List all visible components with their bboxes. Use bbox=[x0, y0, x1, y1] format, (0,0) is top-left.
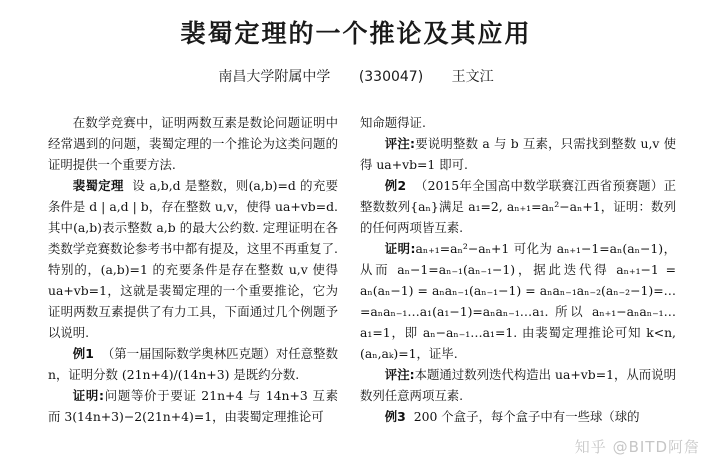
comment2-text: 本题通过数列迭代构造出 ua+vb=1，从而说明数列任意两项互素. bbox=[360, 367, 676, 403]
author-name: 王文江 bbox=[451, 69, 494, 85]
comment1-label: 评注: bbox=[384, 136, 415, 151]
proof2-text: aₙ₊₁=aₙ²−aₙ+1 可化为 aₙ₊₁−1=aₙ(aₙ−1)，从而 aₙ−1=aₙ₋₁(aₙ₋₁−1)，据此迭代得 aₙ₊₁−1 = aₙ(aₙ−1) = aₙaₙ₋₁(aₙ₋₁−1) = aₙaₙ₋₁aₙ₋₂(aₙ₋₂−1)=…=aₙaₙ₋₁…a₁(a₁−1)=aₙaₙ₋₁…a₁. 所以 aₙ₊₁−aₙaₙ₋₁…a₁=1，即 aₙ−aₙ₋₁…a₁=1. 由裴蜀定理推论可知 k<n,(aₙ,aₖ)=1，证毕. bbox=[360, 241, 676, 361]
comment2-label: 评注: bbox=[384, 367, 415, 382]
author-line bbox=[0, 66, 712, 86]
example2-label: 例2 bbox=[384, 178, 407, 193]
proof2-paragraph bbox=[360, 238, 676, 364]
example2-text: （2015年全国高中数学联赛江西省预赛题）正整数数列{aₙ}满足 a₁=2, aₙ₊₁=aₙ²−aₙ+1，证明：数列的任何两项皆互素. bbox=[360, 178, 676, 235]
author-postcode: (330047) bbox=[358, 69, 424, 85]
theorem-paragraph bbox=[48, 175, 338, 343]
right-column bbox=[360, 112, 676, 427]
proof1-text: 问题等价于要证 21n+4 与 14n+3 互素 而 3(14n+3)−2(21n+4)=1，由裴蜀定理推论可 bbox=[48, 388, 338, 424]
comment1-paragraph bbox=[360, 133, 676, 175]
article-title: 裴蜀定理的一个推论及其应用 bbox=[180, 19, 532, 48]
left-column bbox=[48, 112, 338, 427]
proof1-paragraph bbox=[48, 385, 338, 427]
example3-label: 例3 bbox=[384, 409, 406, 424]
author-school: 南昌大学附属中学 bbox=[218, 69, 331, 85]
theorem-text: 设 a,b,d 是整数，则(a,b)=d 的充要条件是 d | a,d | b，存在整数 u,v，使得 ua+vb=d. 其中(a,b)表示整数 a,b 的最大公约数. 定理证明在各类数学竞赛数论参考书中都有提及，这里不再重复了. 特别的，(a,b)=1 的充要条件是存在整数 u,v 使得 ua+vb=1，这就是裴蜀定理的一个重要推论，它为证明两数互素提供了有力工具，下面通过几个例题予以说明. bbox=[48, 178, 339, 340]
example1-text: （第一届国际数学奥林匹克题）对任意整数 n，证明分数 (21n+4)/(14n+3) 是既约分数. bbox=[48, 346, 338, 382]
zhihu-watermark: 知乎 @BITD阿詹 bbox=[574, 438, 700, 456]
example2-paragraph bbox=[360, 175, 676, 238]
example3-paragraph bbox=[360, 406, 676, 427]
comment2-paragraph bbox=[360, 364, 676, 406]
continuation-text: 知命题得证. bbox=[360, 115, 426, 130]
example1-paragraph bbox=[48, 343, 338, 385]
theorem-label: 裴蜀定理 bbox=[72, 178, 124, 193]
example3-text: 200 个盒子，每个盒子中有一些球（球的 bbox=[413, 409, 640, 424]
intro-paragraph: 在数学竞赛中，证明两数互素是数论问题证明中经常遇到的问题，裴蜀定理的一个推论为这类问题的证明提供一个重要方法. bbox=[48, 115, 338, 172]
proof1-label: 证明: bbox=[72, 388, 105, 403]
proof2-label: 证明: bbox=[384, 241, 416, 256]
comment1-text: 要说明整数 a 与 b 互素，只需找到整数 u,v 使得 ua+vb=1 即可. bbox=[360, 136, 676, 172]
example1-label: 例1 bbox=[72, 346, 94, 361]
